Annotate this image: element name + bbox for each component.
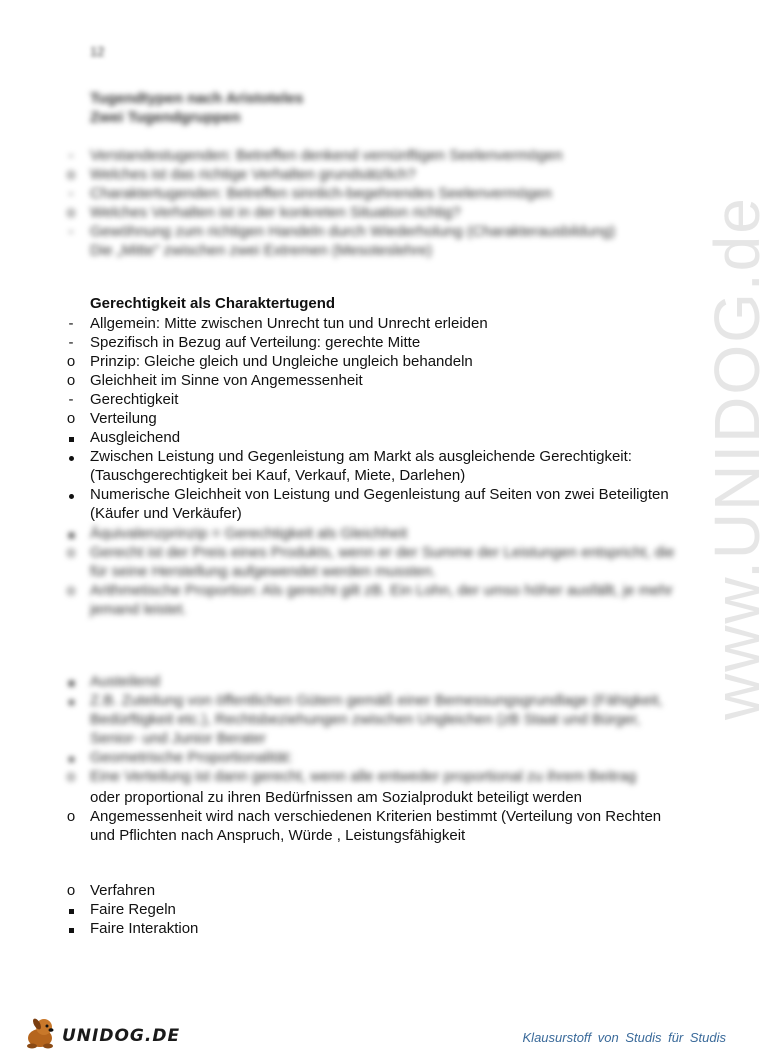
list-item: Faire Interaktion: [0, 919, 680, 938]
list-item: o Prinzip: Gleiche gleich und Ungleiche ungleich behandeln: [66, 353, 473, 370]
main-list: [0, 314, 680, 523]
list-item: - Spezifisch in Bezug auf Verteilung: gerechte Mitte: [68, 334, 421, 351]
list-item: o Verfahren: [66, 882, 156, 899]
section-subtitle: Zwei Tugendgruppen: [90, 109, 241, 126]
list-item: - Gewöhnung zum richtigen Handeln durch Wiederholung (Charakterausbildung): [68, 223, 616, 240]
list-item: Z.B. Zuteilung von öffentlichen Gütern gemäß einer Bemessungsgrundlage (Fähigkeit, Bedürftigkeit etc.), Rechtsbeziehungen zwischen Ungleichen (zB Staat und Bürger, Senior- und Junior Berater: [0, 691, 680, 748]
list-item: Äquivalenzprinzip = Gerechtigkeit als Gleichheit: [0, 524, 680, 543]
list-item: - Allgemein: Mitte zwischen Unrecht tun und Unrecht erleiden: [68, 315, 488, 332]
square-bullet-icon: [64, 672, 78, 691]
watermark: www.UNIDOG.de: [701, 196, 773, 720]
list-item: Geometrische Proportionalität:: [0, 748, 680, 767]
square-bullet-icon: [64, 524, 78, 543]
square-bullet-icon: [64, 900, 78, 919]
blurred-list-1: [0, 524, 680, 619]
list-item: Faire Regeln: [0, 900, 680, 919]
list-item: o Eine Verteilung ist dann gerecht, wenn alle entweder proportional zu ihrem Beitrag: [66, 768, 637, 785]
footer-tagline: Klausurstoff von Studis für Studis: [522, 1030, 726, 1045]
list-item: o Gleichheit im Sinne von Angemessenheit: [66, 372, 363, 389]
list-item: Numerische Gleichheit von Leistung und Gegenleistung auf Seiten von zwei Beteiligten (Käufer und Verkäufer): [0, 485, 680, 523]
blurred-list-2: [0, 672, 680, 786]
dog-mascot-icon: [22, 1014, 62, 1050]
list-item: Zwischen Leistung und Gegenleistung am Markt als ausgleichende Gerechtigkeit: (Tauschgerechtigkeit bei Kauf, Verkauf, Miete, Darlehen): [0, 447, 680, 485]
main-section-title: Gerechtigkeit als Charaktertugend: [90, 295, 336, 312]
list-item: o Angemessenheit wird nach verschiedenen Kriterien bestimmt (Verteilung von Rechten und Pflichten nach Anspruch, Würde , Leistungsfähigkeit: [66, 808, 662, 844]
round-bullet-icon: [64, 691, 78, 710]
list-item: o Gerecht ist der Preis eines Produkts, wenn er der Summe der Leistungen entspricht, die für seine Herstellung aufgewendet werden mussten.: [66, 544, 675, 580]
list-item: o Welches Verhalten ist in der konkreten Situation richtig?: [66, 204, 461, 221]
square-bullet-icon: [64, 919, 78, 938]
list-item: Ausgleichend: [0, 428, 680, 447]
logo-text: UNIDOG.DE: [62, 1026, 181, 1046]
page-number: 12: [90, 44, 105, 59]
list-item: Austeilend: [0, 672, 680, 691]
round-bullet-icon: [64, 447, 78, 466]
section-title: Tugendtypen nach Aristoteles: [90, 90, 304, 107]
list-item: - Verstandestugenden: Betreffen denkend vernünftigen Seelenvermögen: [68, 147, 563, 164]
top-list: [0, 146, 680, 260]
list-item: - Gerechtigkeit: [68, 391, 179, 408]
list-item: oder proportional zu ihren Bedürfnissen am Sozialprodukt beteiligt werden: [90, 789, 582, 806]
round-bullet-icon: [64, 485, 78, 504]
square-bullet-icon: [64, 428, 78, 447]
list-item: o Arithmetische Proportion: Als gerecht gilt zB. Ein Lohn, der umso höher ausfällt, je mehr jemand leistet.: [66, 582, 673, 618]
unidog-logo: [22, 1014, 181, 1050]
bottom-list: [0, 788, 680, 845]
end-list: [0, 881, 680, 938]
list-item: - Charaktertugenden: Betreffen sinnlich-begehrendes Seelenvermögen: [68, 185, 552, 202]
list-item: o Verteilung: [66, 410, 157, 427]
list-item: Die „Mitte" zwischen zwei Extremen (Mesoteslehre): [90, 242, 433, 259]
round-bullet-icon: [64, 748, 78, 767]
list-item: o Welches ist das richtige Verhalten grundsätzlich?: [66, 166, 416, 183]
